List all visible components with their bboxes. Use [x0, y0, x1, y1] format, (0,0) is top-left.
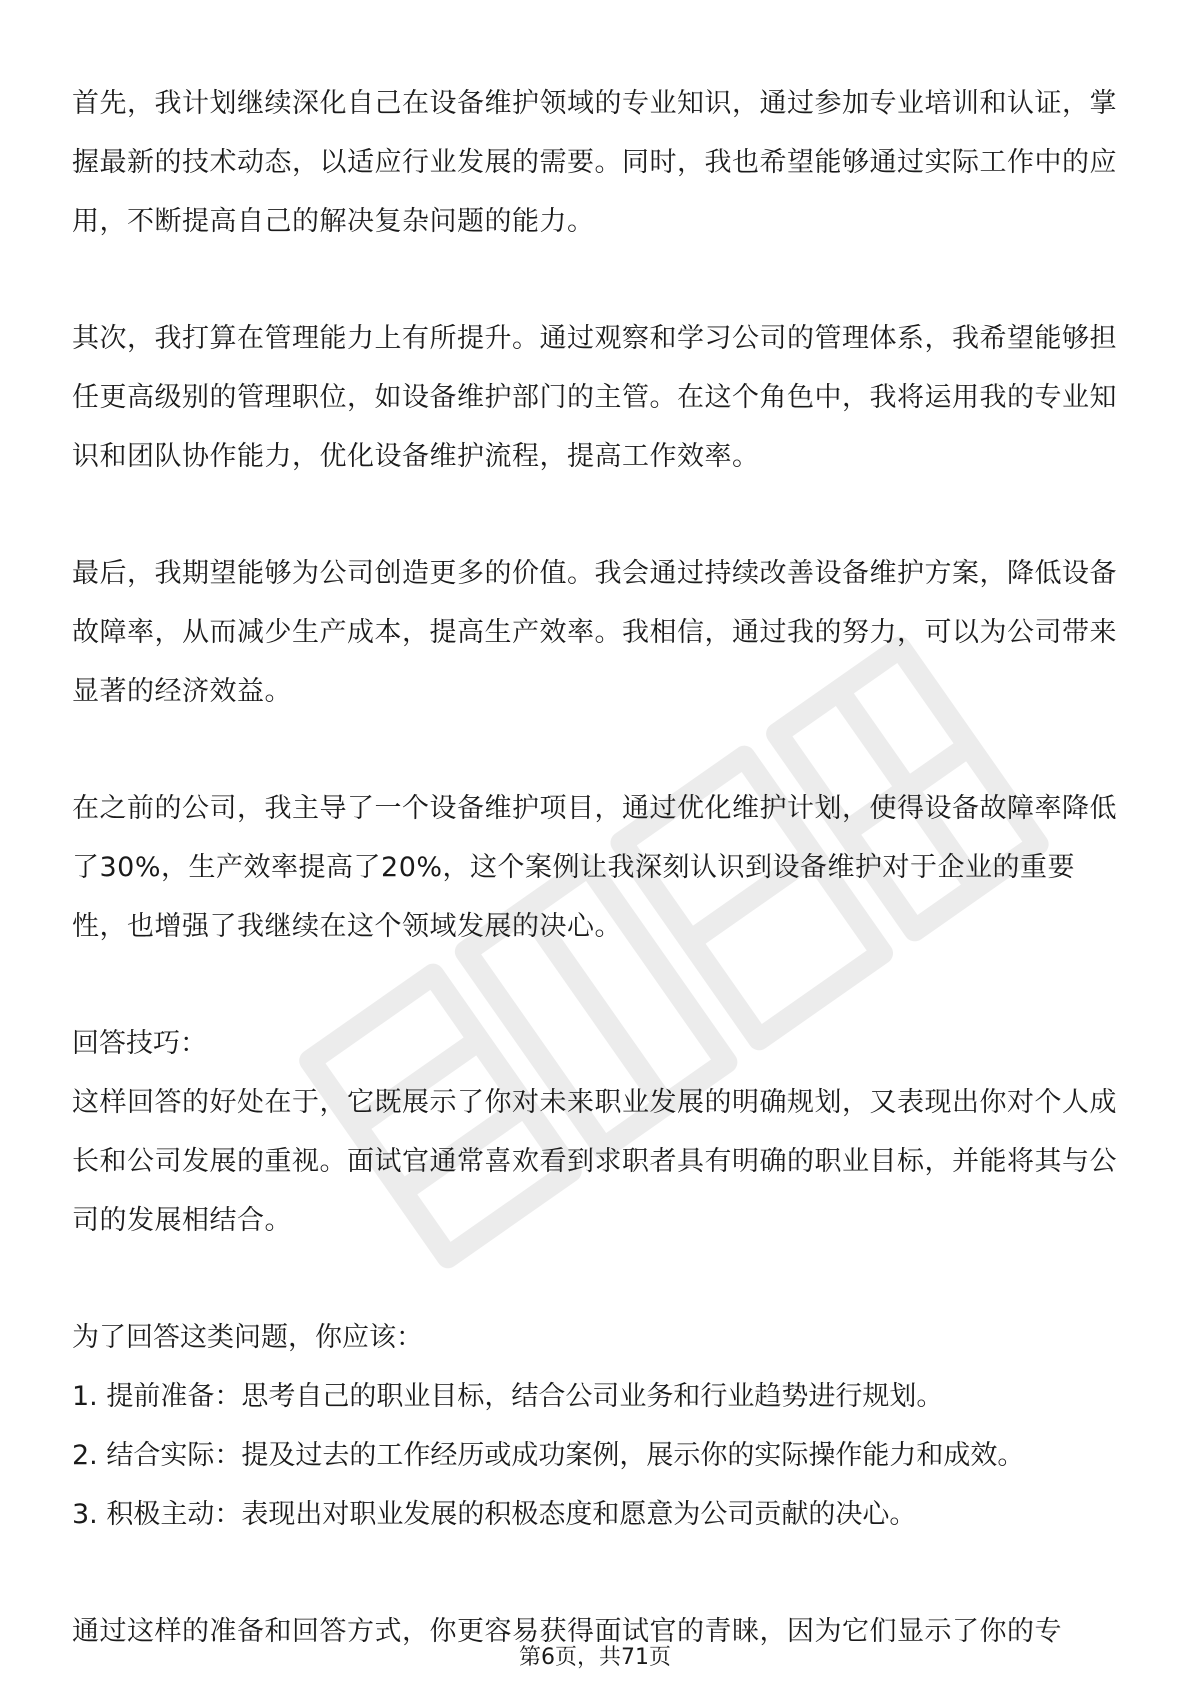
page-number: 第6页，共71页	[519, 1645, 671, 1670]
paragraph-last: 通过这样的准备和回答方式，你更容易获得面试官的青睐，因为它们显示了你的专	[72, 1616, 1062, 1647]
advice-list-intro: 为了回答这类问题，你应该：	[72, 1322, 423, 1353]
list-item: 2. 结合实际：提及过去的工作经历或成功案例，展示你的实际操作能力和成效。	[72, 1440, 1025, 1471]
tips-heading: 回答技巧：	[72, 1028, 207, 1059]
tips-section	[72, 1014, 1122, 1250]
main-content	[72, 74, 1122, 1661]
paragraph-1: 首先，我计划继续深化自己在设备维护领域的专业知识，通过参加专业培训和认证，掌握最新的技术动态，以适应行业发展的需要。同时，我也希望能够通过实际工作中的应用，不断提高自己的解决复杂问题的能力。	[72, 88, 1117, 237]
paragraph-3: 最后，我期望能够为公司创造更多的价值。我会通过持续改善设备维护方案，降低设备故障率，从而减少生产成本，提高生产效率。我相信，通过我的努力，可以为公司带来显著的经济效益。	[72, 558, 1117, 707]
advice-list	[72, 1308, 1122, 1544]
list-item: 1. 提前准备：思考自己的职业目标，结合公司业务和行业趋势进行规划。	[72, 1381, 944, 1412]
list-item: 3. 积极主动：表现出对职业发展的积极态度和愿意为公司贡献的决心。	[72, 1499, 917, 1530]
tips-body: 这样回答的好处在于，它既展示了你对未来职业发展的明确规划，又表现出你对个人成长和公司发展的重视。面试官通常喜欢看到求职者具有明确的职业目标，并能将其与公司的发展相结合。	[72, 1087, 1117, 1236]
paragraph-2: 其次，我打算在管理能力上有所提升。通过观察和学习公司的管理体系，我希望能够担任更高级别的管理职位，如设备维护部门的主管。在这个角色中，我将运用我的专业知识和团队协作能力，优化设备维护流程，提高工作效率。	[72, 323, 1117, 472]
paragraph-4: 在之前的公司，我主导了一个设备维护项目，通过优化维护计划，使得设备故障率降低了30%，生产效率提高了20%，这个案例让我深刻认识到设备维护对于企业的重要性，也增强了我继续在这个领域发展的决心。	[72, 793, 1117, 942]
